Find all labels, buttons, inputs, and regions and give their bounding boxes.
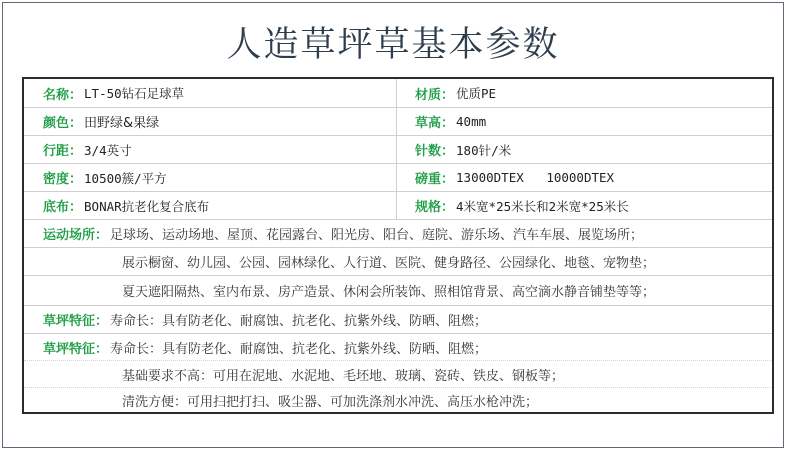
spec-table — [22, 77, 774, 414]
spec-value-material: 优质PE — [456, 86, 497, 101]
spec-label-density: 密度： — [43, 172, 83, 187]
spec-row-backing — [24, 191, 772, 219]
spec-cell — [415, 164, 614, 191]
spec-label-size: 规格： — [415, 200, 455, 215]
spec-cell — [43, 192, 209, 219]
features-cell — [43, 306, 487, 333]
spec-label-material: 材质： — [415, 87, 455, 103]
features-cell — [122, 361, 564, 387]
venues-cell — [43, 220, 643, 247]
spec-label-gauge: 行距： — [43, 144, 83, 159]
spec-row-name — [24, 79, 772, 107]
spec-row-color — [24, 107, 772, 135]
spec-value-height: 40mm — [456, 114, 487, 129]
spec-cell — [415, 192, 629, 219]
spec-row-density — [24, 163, 772, 191]
page-title: 人造草坪草基本参数 — [226, 25, 560, 65]
venues-row — [24, 247, 772, 275]
spec-value-density: 10500簇/平方 — [84, 170, 167, 186]
spec-row-gauge — [24, 135, 772, 163]
features-label: 草坪特征： — [43, 314, 109, 329]
spec-cell — [415, 136, 511, 163]
venues-cell — [122, 276, 655, 305]
features-line: 清洗方便：可用扫把打扫、吸尘器、可加洗涤剂水冲洗、高压水枪冲洗； — [122, 394, 539, 410]
spec-value-color: 田野绿&果绿 — [84, 116, 160, 131]
features-label: 草坪特征： — [43, 341, 109, 357]
venues-line: 展示橱窗、幼儿园、公园、园林绿化、人行道、医院、健身路径、公园绿化、地毯、宠物垫； — [122, 256, 656, 271]
venues-line: 夏天遮阳隔热、室内布景、房产造景、休闲会所装饰、照相馆背景、高空滴水静音铺垫等等； — [122, 285, 656, 300]
spec-label-color: 颜色： — [43, 116, 83, 131]
features-row — [24, 305, 772, 333]
spec-cell — [43, 136, 132, 163]
spec-label-backing: 底布： — [43, 200, 83, 215]
spec-value-stitches: 180针/米 — [456, 142, 512, 158]
features-line: 寿命长：具有防老化、耐腐蚀、抗老化、抗紫外线、防晒、阻燃； — [110, 314, 488, 329]
spec-value-backing: BONAR抗老化复合底布 — [84, 198, 210, 214]
venues-row — [24, 275, 772, 305]
spec-cell — [43, 108, 159, 135]
features-cell — [43, 334, 487, 360]
venues-label: 运动场所： — [43, 228, 109, 243]
spec-value-name: LT-50钻石足球草 — [84, 86, 185, 101]
spec-cell — [415, 79, 496, 107]
spec-cell — [43, 79, 184, 107]
features-row — [24, 387, 772, 412]
venues-row — [24, 219, 772, 247]
features-row — [24, 360, 772, 387]
features-line: 基础要求不高：可用在泥地、水泥地、毛坯地、玻璃、瓷砖、铁皮、钢板等； — [122, 368, 565, 384]
spec-value-weight: 13000DTEX 10000DTEX — [456, 170, 615, 185]
spec-label-height: 草高： — [415, 116, 455, 131]
spec-label-name: 名称： — [43, 87, 83, 103]
features-line: 寿命长：具有防老化、耐腐蚀、抗老化、抗紫外线、防晒、阻燃； — [110, 341, 488, 357]
spec-value-gauge: 3/4英寸 — [84, 142, 132, 158]
spec-label-stitches: 针数： — [415, 144, 455, 159]
spec-cell — [415, 108, 486, 135]
page-frame — [2, 2, 784, 448]
features-row — [24, 333, 772, 360]
features-cell — [122, 388, 538, 412]
spec-cell — [43, 164, 167, 191]
venues-cell — [122, 248, 655, 275]
spec-label-weight: 磅重： — [415, 172, 455, 187]
venues-line: 足球场、运动场地、屋顶、花园露台、阳光房、阳台、庭院、游乐场、汽车车展、展览场所； — [110, 228, 644, 243]
spec-value-size: 4米宽*25米长和2米宽*25米长 — [456, 198, 629, 214]
